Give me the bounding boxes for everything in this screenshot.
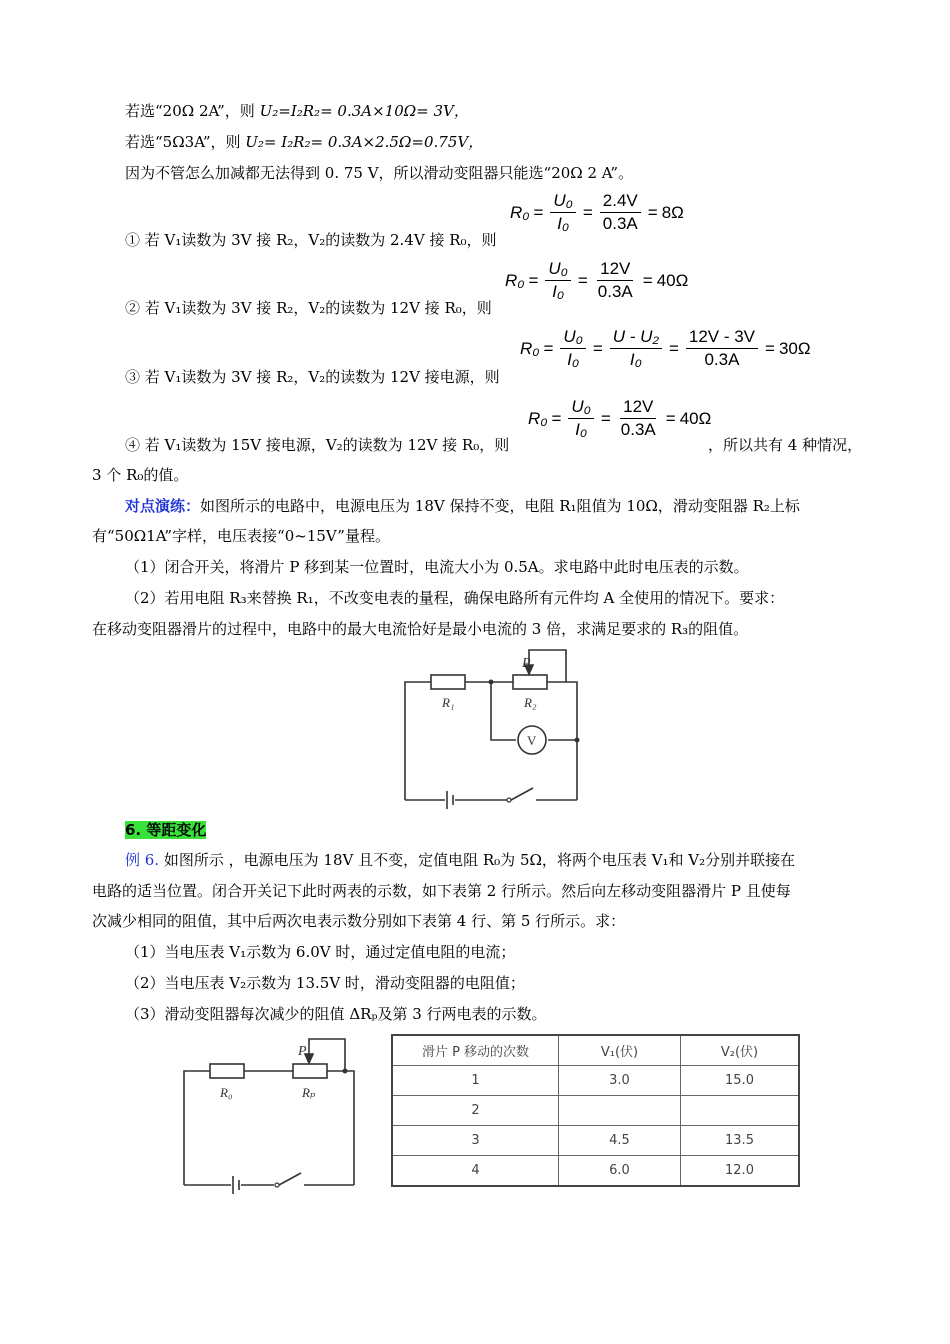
header-cell: 滑片 P 移动的次数 [392, 1035, 559, 1066]
label-r0: R₀ [220, 1085, 233, 1100]
den: I₀ [557, 214, 570, 233]
practice-q2b: 在移动变阻器滑片的过程中，电路中的最大电流恰好是最小电流的 3 倍，求满足要求的 R₃的阻值。 [92, 620, 749, 638]
den: I₀ [552, 282, 565, 301]
eq-result: 40Ω [679, 408, 712, 428]
example-q3: （3）滑动变阻器每次减少的阻值 ΔRₚ及第 3 行两电表的示数。 [125, 1005, 547, 1023]
practice-label: 对点演练： [125, 497, 201, 515]
case-4-tail: ，所以共有 4 种情况， [708, 436, 863, 454]
section-title [125, 820, 206, 840]
example-q1: （1）当电压表 V₁示数为 6.0V 时，通过定值电阻的电流； [125, 943, 516, 961]
text-eq: U₂= I₂R₂= 0.3A×2.5Ω=0.75V， [245, 133, 484, 151]
num: U₀ [560, 326, 585, 349]
switch-contact [275, 1183, 279, 1187]
fraction [568, 396, 593, 441]
table-cell [559, 1096, 681, 1126]
table-row [392, 1126, 799, 1156]
label-r2: R₂ [524, 695, 537, 710]
label-rp: Rₚ [302, 1085, 316, 1100]
eq-lhs: R₀ [510, 202, 530, 222]
practice-line-2: 有“50Ω1A”字样，电压表接“0~15V”量程。 [92, 527, 390, 545]
eq-result: 30Ω [778, 338, 811, 358]
case-4: ④ 若 V₁读数为 15V 接电源，V₂的读数为 12V 接 R₀，则 [125, 436, 510, 454]
table-cell: 6.0 [559, 1156, 681, 1187]
example-line-3: 次减少相同的阻值，其中后两次电表示数分别如下表第 4 行、第 5 行所示。求： [92, 912, 626, 930]
den: I₀ [575, 420, 588, 439]
line-select-20ohm [125, 101, 469, 121]
den: 0.3A [704, 350, 740, 369]
header-cell: V₂(伏) [681, 1035, 800, 1066]
table-cell: 12.0 [681, 1156, 800, 1187]
practice-q1: （1）闭合开关，将滑片 P 移到某一位置时，电流大小为 0.5A。求电路中此时电压表的示数。 [125, 558, 749, 576]
table-row [392, 1096, 799, 1126]
num: 12V - 3V [686, 326, 758, 349]
equation-1: R₀ = $\frac{\text{U₀}}{\text{I₀}}$ = $\frac{2.4V}{0.3A}$ = 8Ω [510, 191, 684, 233]
fraction [686, 326, 758, 371]
den: 0.3A [597, 282, 633, 301]
equation-3: R₀ = $\frac{\text{U₀}}{\text{I₀}}$ = $\frac{\text{U - U₂}}{\text{I₀}}$ = $\frac{12V - 3V}{0.3A}$ = 30Ω [520, 327, 811, 369]
table-cell: 13.5 [681, 1126, 800, 1156]
switch-contact [507, 798, 511, 802]
den: 0.3A [602, 214, 638, 233]
case-2: ② 若 V₁读数为 3V 接 R₂，V₂的读数为 12V 接 R₀，则 [125, 299, 492, 317]
table-header-row [392, 1035, 799, 1066]
eq-lhs: R₀ [520, 338, 540, 358]
num: 12V [597, 258, 633, 281]
eq-result: 8Ω [661, 202, 684, 222]
table-row [392, 1156, 799, 1187]
fraction [545, 258, 570, 303]
text: 若选“20Ω 2A”，则 [125, 102, 255, 120]
table-row [392, 1066, 799, 1096]
fraction [560, 326, 585, 371]
table-cell: 4 [392, 1156, 559, 1187]
text: 若选“5Ω3A”，则 [125, 133, 241, 151]
voltmeter-label: V [527, 733, 537, 748]
equation-2: R₀ = $\frac{\text{U₀}}{\text{I₀}}$ = $\frac{12V}{0.3A}$ = 40Ω [505, 259, 689, 301]
text: 如图所示 ，电源电压为 18V 且不变，定值电阻 R₀为 5Ω，将两个电压表 V₁和 V₂分别并联接在 [163, 851, 796, 869]
table-cell: 2 [392, 1096, 559, 1126]
table-cell: 4.5 [559, 1126, 681, 1156]
circuit-diagram-1 [398, 645, 588, 810]
num: 12V [620, 396, 656, 419]
practice-line-1 [125, 496, 800, 516]
text: 如图所示的电路中，电源电压为 18V 保持不变，电阻 R₁阻值为 10Ω，滑动变阻器 R₂上标 [200, 497, 800, 515]
eq-lhs: R₀ [528, 408, 548, 428]
num: U - U₂ [610, 326, 662, 349]
line-conclusion: 因为不管怎么加减都无法得到 0. 75 V，所以滑动变阻器只能选“20Ω 2 A”。 [125, 164, 634, 182]
fraction [600, 190, 641, 235]
table-cell: 15.0 [681, 1066, 800, 1096]
fraction [550, 190, 575, 235]
table-cell: 3.0 [559, 1066, 681, 1096]
equation-4: R₀ = $\frac{\text{U₀}}{\text{I₀}}$ = $\frac{12V}{0.3A}$ = 40Ω [528, 397, 712, 439]
case-3: ③ 若 V₁读数为 3V 接 R₂，V₂的读数为 12V 接电源，则 [125, 368, 500, 386]
den: I₀ [567, 350, 580, 369]
practice-q2a: （2）若用电阻 R₃来替换 R₁，不改变电表的量程，确保电路所有元件均 A 全使用的情况下。要求： [125, 589, 785, 607]
eq-result: 40Ω [656, 270, 689, 290]
junction-dot [489, 680, 494, 685]
header-cell: V₁(伏) [559, 1035, 681, 1066]
num: 2.4V [600, 190, 641, 213]
eq-lhs: R₀ [505, 270, 525, 290]
fraction [610, 326, 662, 371]
example-line-2: 电路的适当位置。闭合开关记下此时两表的示数，如下表第 2 行所示。然后向左移动变阻器滑片 P 且使每 [92, 882, 791, 900]
data-table [391, 1034, 800, 1187]
example-q2: （2）当电压表 V₂示数为 13.5V 时，滑动变阻器的电阻值； [125, 974, 525, 992]
example-label: 例 6. [125, 851, 160, 869]
num: U₀ [568, 396, 593, 419]
num: U₀ [550, 190, 575, 213]
line-select-5ohm [125, 132, 483, 152]
label-p: P [522, 656, 531, 671]
example-line-1 [125, 850, 795, 870]
fraction [595, 258, 636, 303]
den: I₀ [629, 350, 642, 369]
text-eq: U₂=I₂R₂= 0.3A×10Ω= 3V， [259, 102, 469, 120]
table-cell: 3 [392, 1126, 559, 1156]
junction-dot [575, 738, 580, 743]
section-title-text: 6. 等距变化 [125, 821, 207, 839]
label-r1: R₁ [442, 695, 455, 710]
table-cell: 1 [392, 1066, 559, 1096]
case-1: ① 若 V₁读数为 3V 接 R₂，V₂的读数为 2.4V 接 R₀，则 [125, 231, 497, 249]
case-4-next: 3 个 R₀的值。 [92, 466, 189, 484]
table-cell [681, 1096, 800, 1126]
label-p: P [298, 1044, 307, 1059]
junction-dot [343, 1069, 348, 1074]
circuit-diagram-2 [178, 1035, 363, 1195]
num: U₀ [545, 258, 570, 281]
den: 0.3A [620, 420, 656, 439]
fraction [618, 396, 659, 441]
